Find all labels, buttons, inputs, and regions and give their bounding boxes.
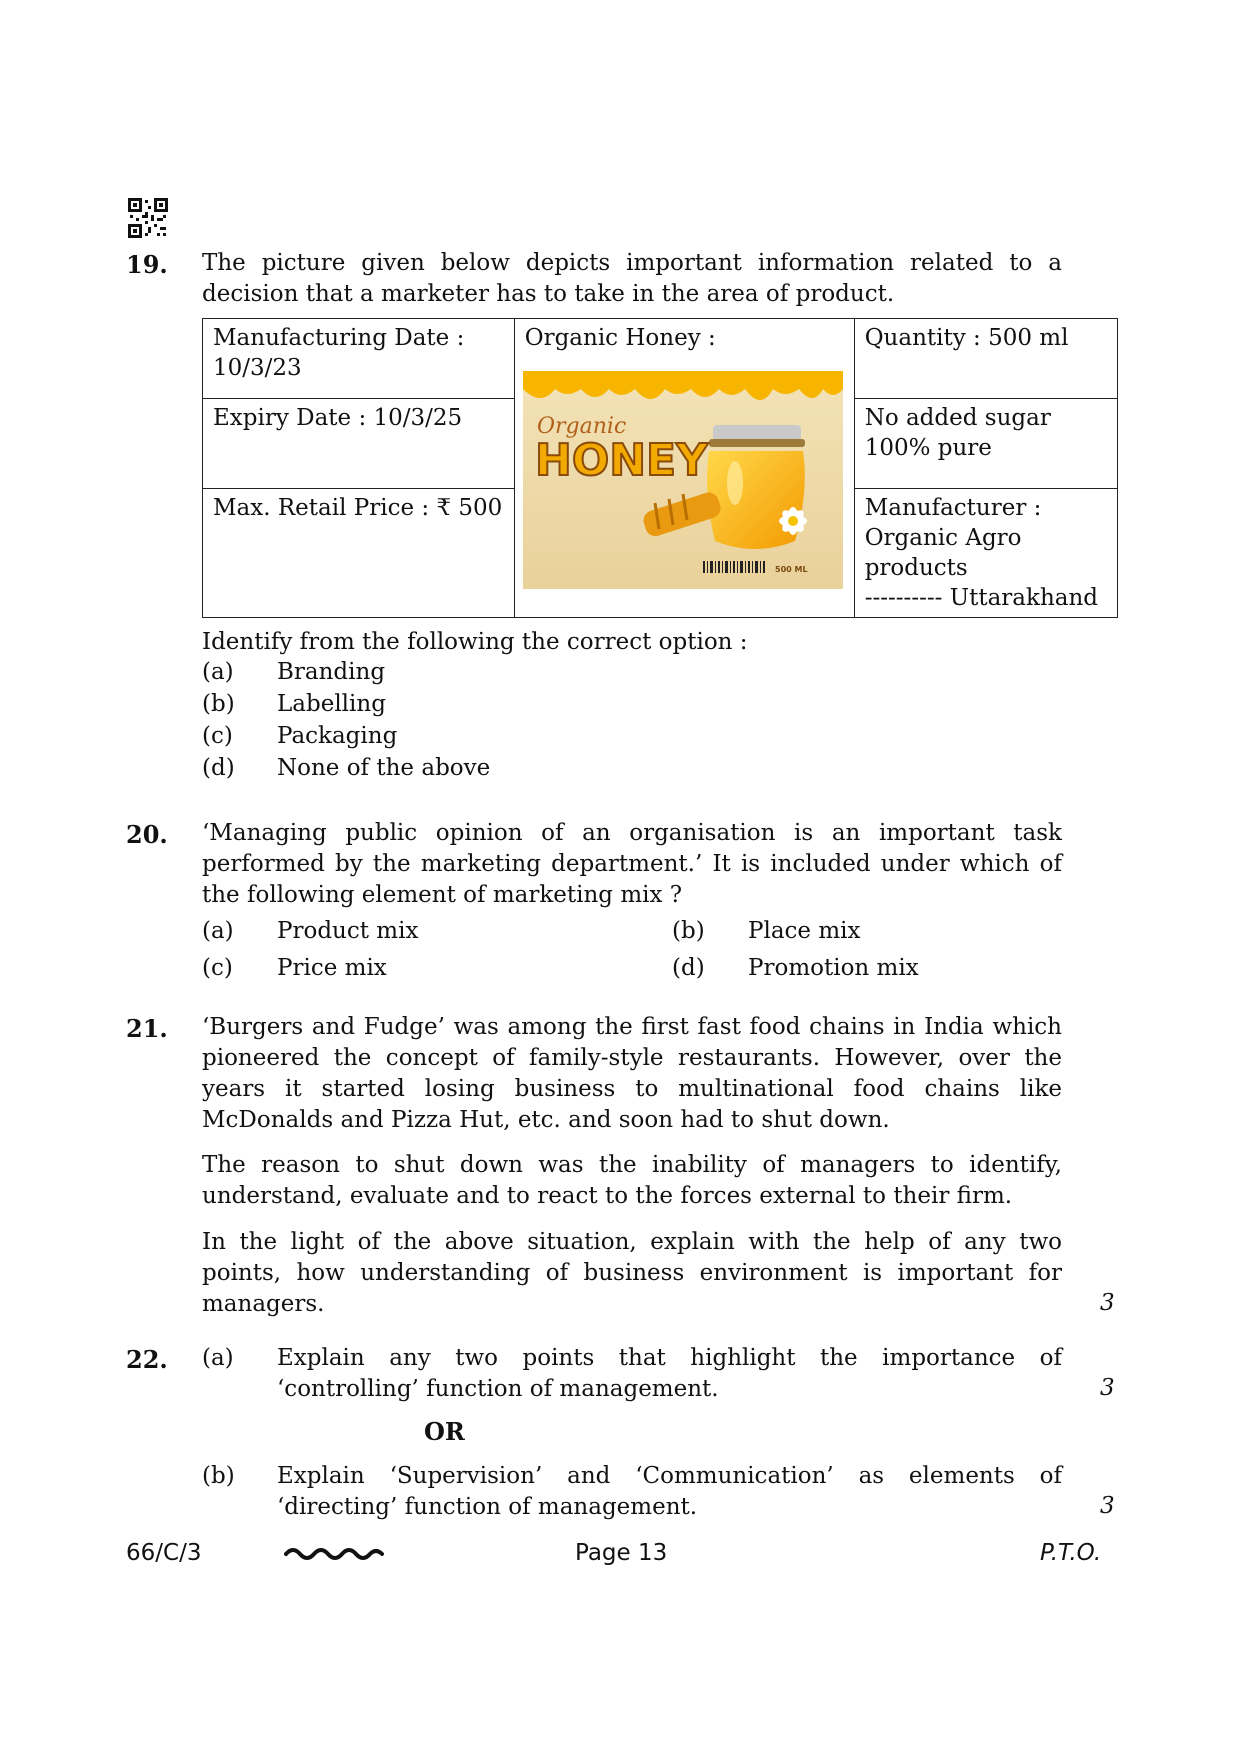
paper-code: 66/C/3 — [126, 1540, 202, 1566]
q20-option-b-label: (b) — [672, 918, 705, 944]
q19-option-b-text: Labelling — [277, 691, 386, 717]
q22-part-b-text: Explain ‘Supervision’ and ‘Communication’ as elements of ‘directing’ function of management. — [277, 1463, 1062, 1520]
q20-option-d-label: (d) — [672, 955, 705, 981]
question-number-20: 20. — [126, 820, 168, 849]
q19-option-c-text: Packaging — [277, 723, 398, 749]
product-info-table — [202, 318, 1118, 618]
q20-option-a-text: Product mix — [277, 918, 419, 944]
question-19-text: The picture given below depicts important information related to a decision that a marketer has to take in the area of product. — [202, 250, 1062, 307]
qr-code-icon — [128, 198, 168, 238]
product-name: Organic Honey : — [524, 325, 716, 351]
q20-option-c-label: (c) — [202, 955, 233, 981]
please-turn-over: P.T.O. — [1040, 1540, 1102, 1566]
q19-option-c-label: (c) — [202, 723, 233, 749]
wave-ornament-icon — [284, 1544, 384, 1568]
manufacturing-date-cell: Manufacturing Date : 10/3/23 — [203, 319, 515, 399]
quantity-cell: Quantity : 500 ml — [854, 319, 1117, 399]
expiry-date-cell: Expiry Date : 10/3/25 — [203, 399, 515, 489]
question-number-22: 22. — [126, 1345, 168, 1374]
question-19-prompt: Identify from the following the correct option : — [202, 629, 748, 655]
label-honey-text: HONEY — [534, 435, 708, 486]
q22-part-b-marks: 3 — [1100, 1493, 1115, 1519]
page-number: Page 13 — [575, 1540, 668, 1566]
q19-option-d-text: None of the above — [277, 755, 491, 781]
q19-option-a-text: Branding — [277, 659, 386, 685]
manufacturer-name: Manufacturer : Organic Agro products — [864, 495, 1042, 581]
q20-option-c-text: Price mix — [277, 955, 387, 981]
question-21-paragraph-1: ‘Burgers and Fudge’ was among the first fast food chains in India which pioneered the concept of family-style restaurants. However, over the years it started losing business to multinational food chains like McDonalds and Pizza Hut, etc. and soon had to shut down. — [202, 1014, 1062, 1133]
q20-option-a-label: (a) — [202, 918, 234, 944]
max-retail-price-cell: Max. Retail Price : ₹ 500 — [203, 489, 515, 618]
q20-option-b-text: Place mix — [748, 918, 861, 944]
no-added-sugar-cell: No added sugar 100% pure — [854, 399, 1117, 489]
label-qty-text: 500 ML — [774, 565, 808, 574]
question-21-paragraph-2: The reason to shut down was the inability of managers to identify, understand, evaluate and to react to the forces external to their firm. — [202, 1152, 1062, 1209]
manufacturer-location: ---------- Uttarakhand — [864, 585, 1099, 611]
question-21-paragraph-3: In the light of the above situation, explain with the help of any two points, how understanding of business environment is important for managers. — [202, 1229, 1062, 1317]
question-number-21: 21. — [126, 1014, 168, 1043]
q20-option-d-text: Promotion mix — [748, 955, 919, 981]
q19-option-b-label: (b) — [202, 691, 235, 717]
q22-part-a-text: Explain any two points that highlight the importance of ‘controlling’ function of management. — [277, 1345, 1062, 1402]
honey-label-image — [523, 371, 843, 589]
q22-part-b-label: (b) — [202, 1463, 235, 1489]
q22-part-a-label: (a) — [202, 1345, 234, 1371]
q19-option-a-label: (a) — [202, 659, 234, 685]
q22-part-a-marks: 3 — [1100, 1375, 1115, 1401]
question-21-marks: 3 — [1100, 1290, 1115, 1316]
q19-option-d-label: (d) — [202, 755, 235, 781]
question-20-text: ‘Managing public opinion of an organisation is an important task performed by the marketing department.’ It is included under which of the following element of marketing mix ? — [202, 820, 1062, 908]
question-number-19: 19. — [126, 250, 168, 279]
manufacturer-cell — [854, 489, 1117, 618]
honey-image-cell — [514, 319, 854, 618]
label-script-text: Organic — [536, 414, 626, 439]
or-separator: OR — [424, 1417, 465, 1446]
